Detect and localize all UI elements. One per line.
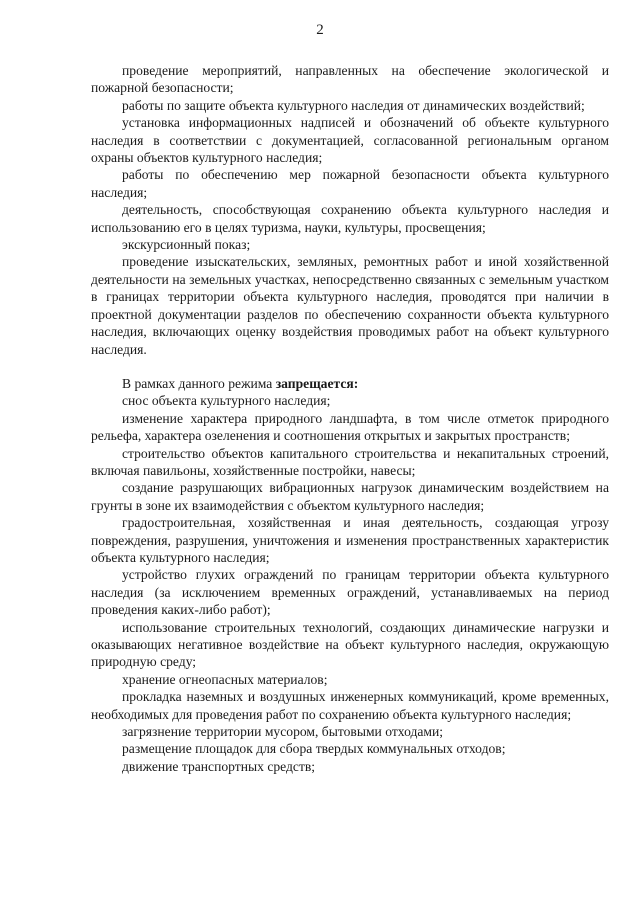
prohibited-item: строительство объектов капитального строительства и некапитальных строений, включая павильоны, хозяйственные постройки, навесы; <box>91 445 609 478</box>
prohibited-item: размещение площадок для сбора твердых коммунальных отходов; <box>122 741 506 757</box>
prohibited-intro-prefix: В рамках данного режима <box>122 375 276 391</box>
permitted-item: работы по защите объекта культурного наследия от динамических воздействий; <box>122 97 585 113</box>
permitted-item: проведение мероприятий, направленных на обеспечение экологической и пожарной безопасности; <box>91 63 609 96</box>
prohibited-item: изменение характера природного ландшафта, в том числе отметок природного рельефа, характера озеленения и соотношения открытых и закрытых пространств; <box>91 410 609 444</box>
prohibited-section-heading <box>91 375 609 392</box>
prohibited-item: загрязнение территории мусором, бытовыми отходами; <box>122 724 444 740</box>
prohibited-intro-emphasis: запрещается: <box>275 375 359 391</box>
permitted-item: работы по обеспечению мер пожарной безопасности объекта культурного наследия; <box>91 167 609 200</box>
prohibited-item: градостроительная, хозяйственная и иная деятельность, создающая угрозу повреждения, разрушения, уничтожения и изменения пространственных характеристик объекта культурного наследия; <box>91 515 609 565</box>
prohibited-item: создание разрушающих вибрационных нагрузок динамическим воздействием на грунты в зоне их взаимодействия с объектом культурного наследия; <box>91 480 609 513</box>
permitted-item: установка информационных надписей и обозначений об объекте культурного наследия в соответствии с документацией, согласованной региональным органом охраны объектов культурного наследия; <box>91 115 609 166</box>
permitted-item: проведение изыскательских, земляных, ремонтных работ и иной хозяйственной деятельности на земельных участках, непосредственно связанных с земельным участком в границах территории объекта культурного наследия, проводятся при наличии в проектной документации разделов по обеспечению сохранности объекта культурного наследия, включающих оценку воздействия проводимых работ на объект культурного наследия. <box>91 254 609 357</box>
permitted-item: деятельность, способствующая сохранению объекта культурного наследия и использованию его в целях туризма, науки, культуры, просвещения; <box>91 202 609 235</box>
prohibited-item: прокладка наземных и воздушных инженерных коммуникаций, кроме временных, необходимых для проведения работ по сохранению объекта культурного наследия; <box>91 689 609 722</box>
permitted-item: экскурсионный показ; <box>122 237 251 253</box>
prohibited-item: снос объекта культурного наследия; <box>122 393 331 409</box>
document-body <box>91 62 609 775</box>
prohibited-item: движение транспортных средств; <box>122 758 316 774</box>
page-number: 2 <box>316 22 324 38</box>
prohibited-item: устройство глухих ограждений по границам территории объекта культурного наследия (за исключением временных ограждений, устанавливаемых на период проведения каких-либо работ); <box>91 567 609 618</box>
prohibited-item: использование строительных технологий, создающих динамические нагрузки и оказывающих негативное воздействие на объект культурного наследия, окружающую природную среду; <box>91 619 609 670</box>
prohibited-item: хранение огнеопасных материалов; <box>122 671 328 687</box>
